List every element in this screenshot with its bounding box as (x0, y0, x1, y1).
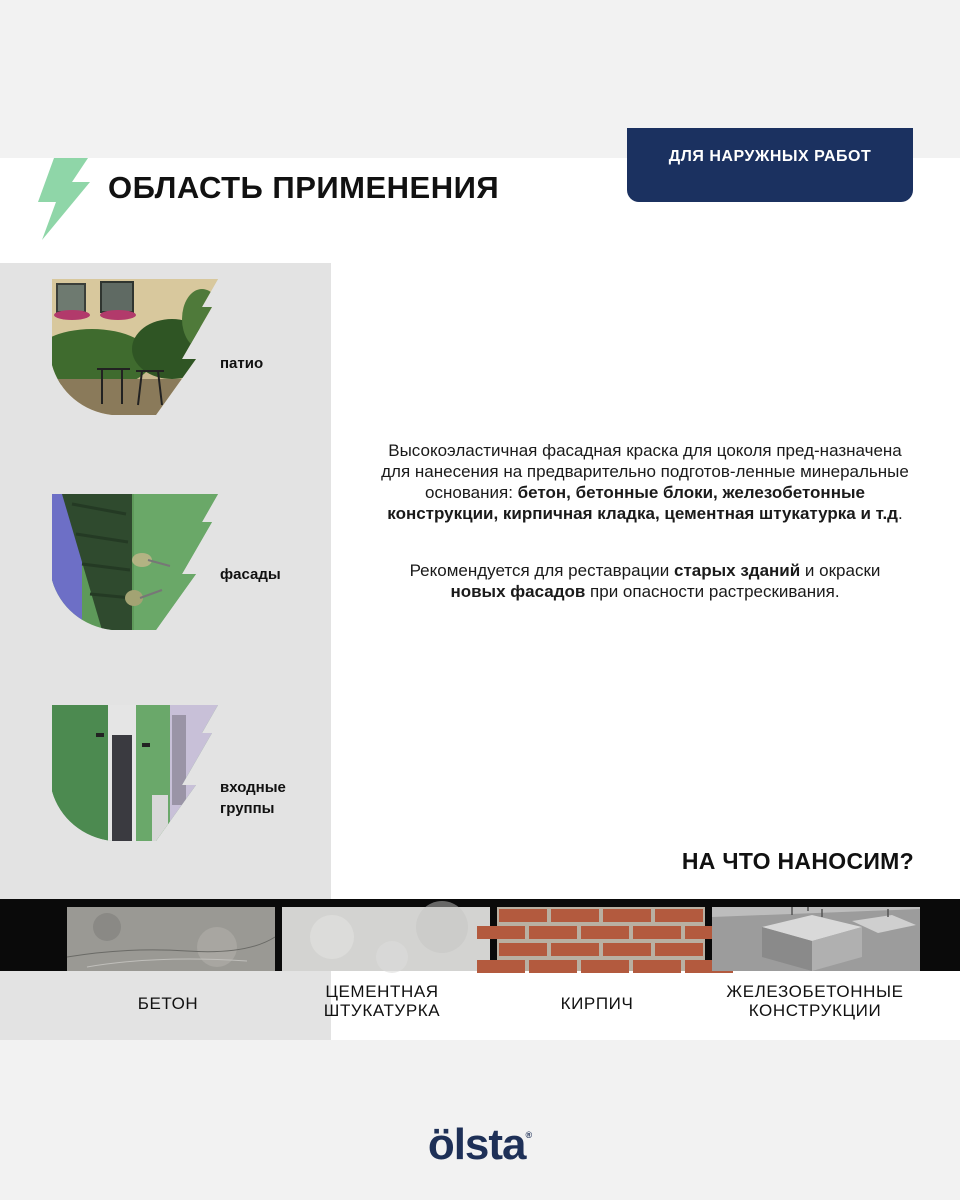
description-text: Рекомендуется для реставрации (409, 561, 675, 580)
apply-title: НА ЧТО НАНОСИМ? (681, 848, 914, 874)
brand-logo-text: ölsta (427, 1120, 526, 1169)
materials-strip (0, 899, 960, 971)
reinforced-concrete-photo (712, 907, 920, 971)
brand-logo (0, 1120, 960, 1170)
use-case-patio (52, 279, 332, 419)
use-case-entrance (52, 705, 332, 845)
material-label: ЖЕЛЕЗОБЕТОННЫЕ КОНСТРУКЦИИ (726, 982, 904, 1020)
description-bold-text: бетон, бетонные блоки, железобетонные конструкции, кирпичная кладка, цементная штукатурка и т.д (387, 483, 898, 523)
description-paragraph-1 (380, 440, 910, 524)
material-label: БЕТОН (137, 994, 199, 1013)
description-paragraph-2 (380, 560, 910, 602)
use-case-label: патио (220, 355, 264, 372)
description-bold-text: старых зданий (674, 561, 801, 580)
entrance-photo (52, 705, 218, 841)
description-text: при опасности растрескивания. (585, 582, 840, 601)
registered-mark: ® (525, 1130, 533, 1140)
facade-photo (52, 494, 218, 630)
use-case-facades (52, 494, 332, 634)
outdoor-use-tag (627, 128, 913, 202)
use-case-label: фасады (220, 566, 281, 583)
description-text: Высокоэластичная фасадная краска для цоколя пред-назначена для нанесения на предварительно подготов-ленные минеральные основания: (381, 441, 909, 502)
material-label: КИРПИЧ (560, 994, 634, 1013)
brick-photo (497, 907, 705, 971)
cement-plaster-photo (282, 907, 490, 971)
description-text: и окраски (800, 561, 881, 580)
outdoor-use-tag-label: ДЛЯ НАРУЖНЫХ РАБОТ (668, 148, 872, 165)
use-case-label: входные группы (220, 779, 286, 817)
lightning-bolt-icon (36, 158, 92, 240)
material-label: ЦЕМЕНТНАЯ ШТУКАТУРКА (323, 982, 441, 1020)
description-text: . (897, 504, 903, 523)
patio-photo (52, 279, 218, 415)
section-title: ОБЛАСТЬ ПРИМЕНЕНИЯ (108, 170, 500, 205)
description-bold-text: новых фасадов (450, 582, 586, 601)
content-card (0, 148, 960, 1040)
concrete-photo (67, 907, 275, 971)
